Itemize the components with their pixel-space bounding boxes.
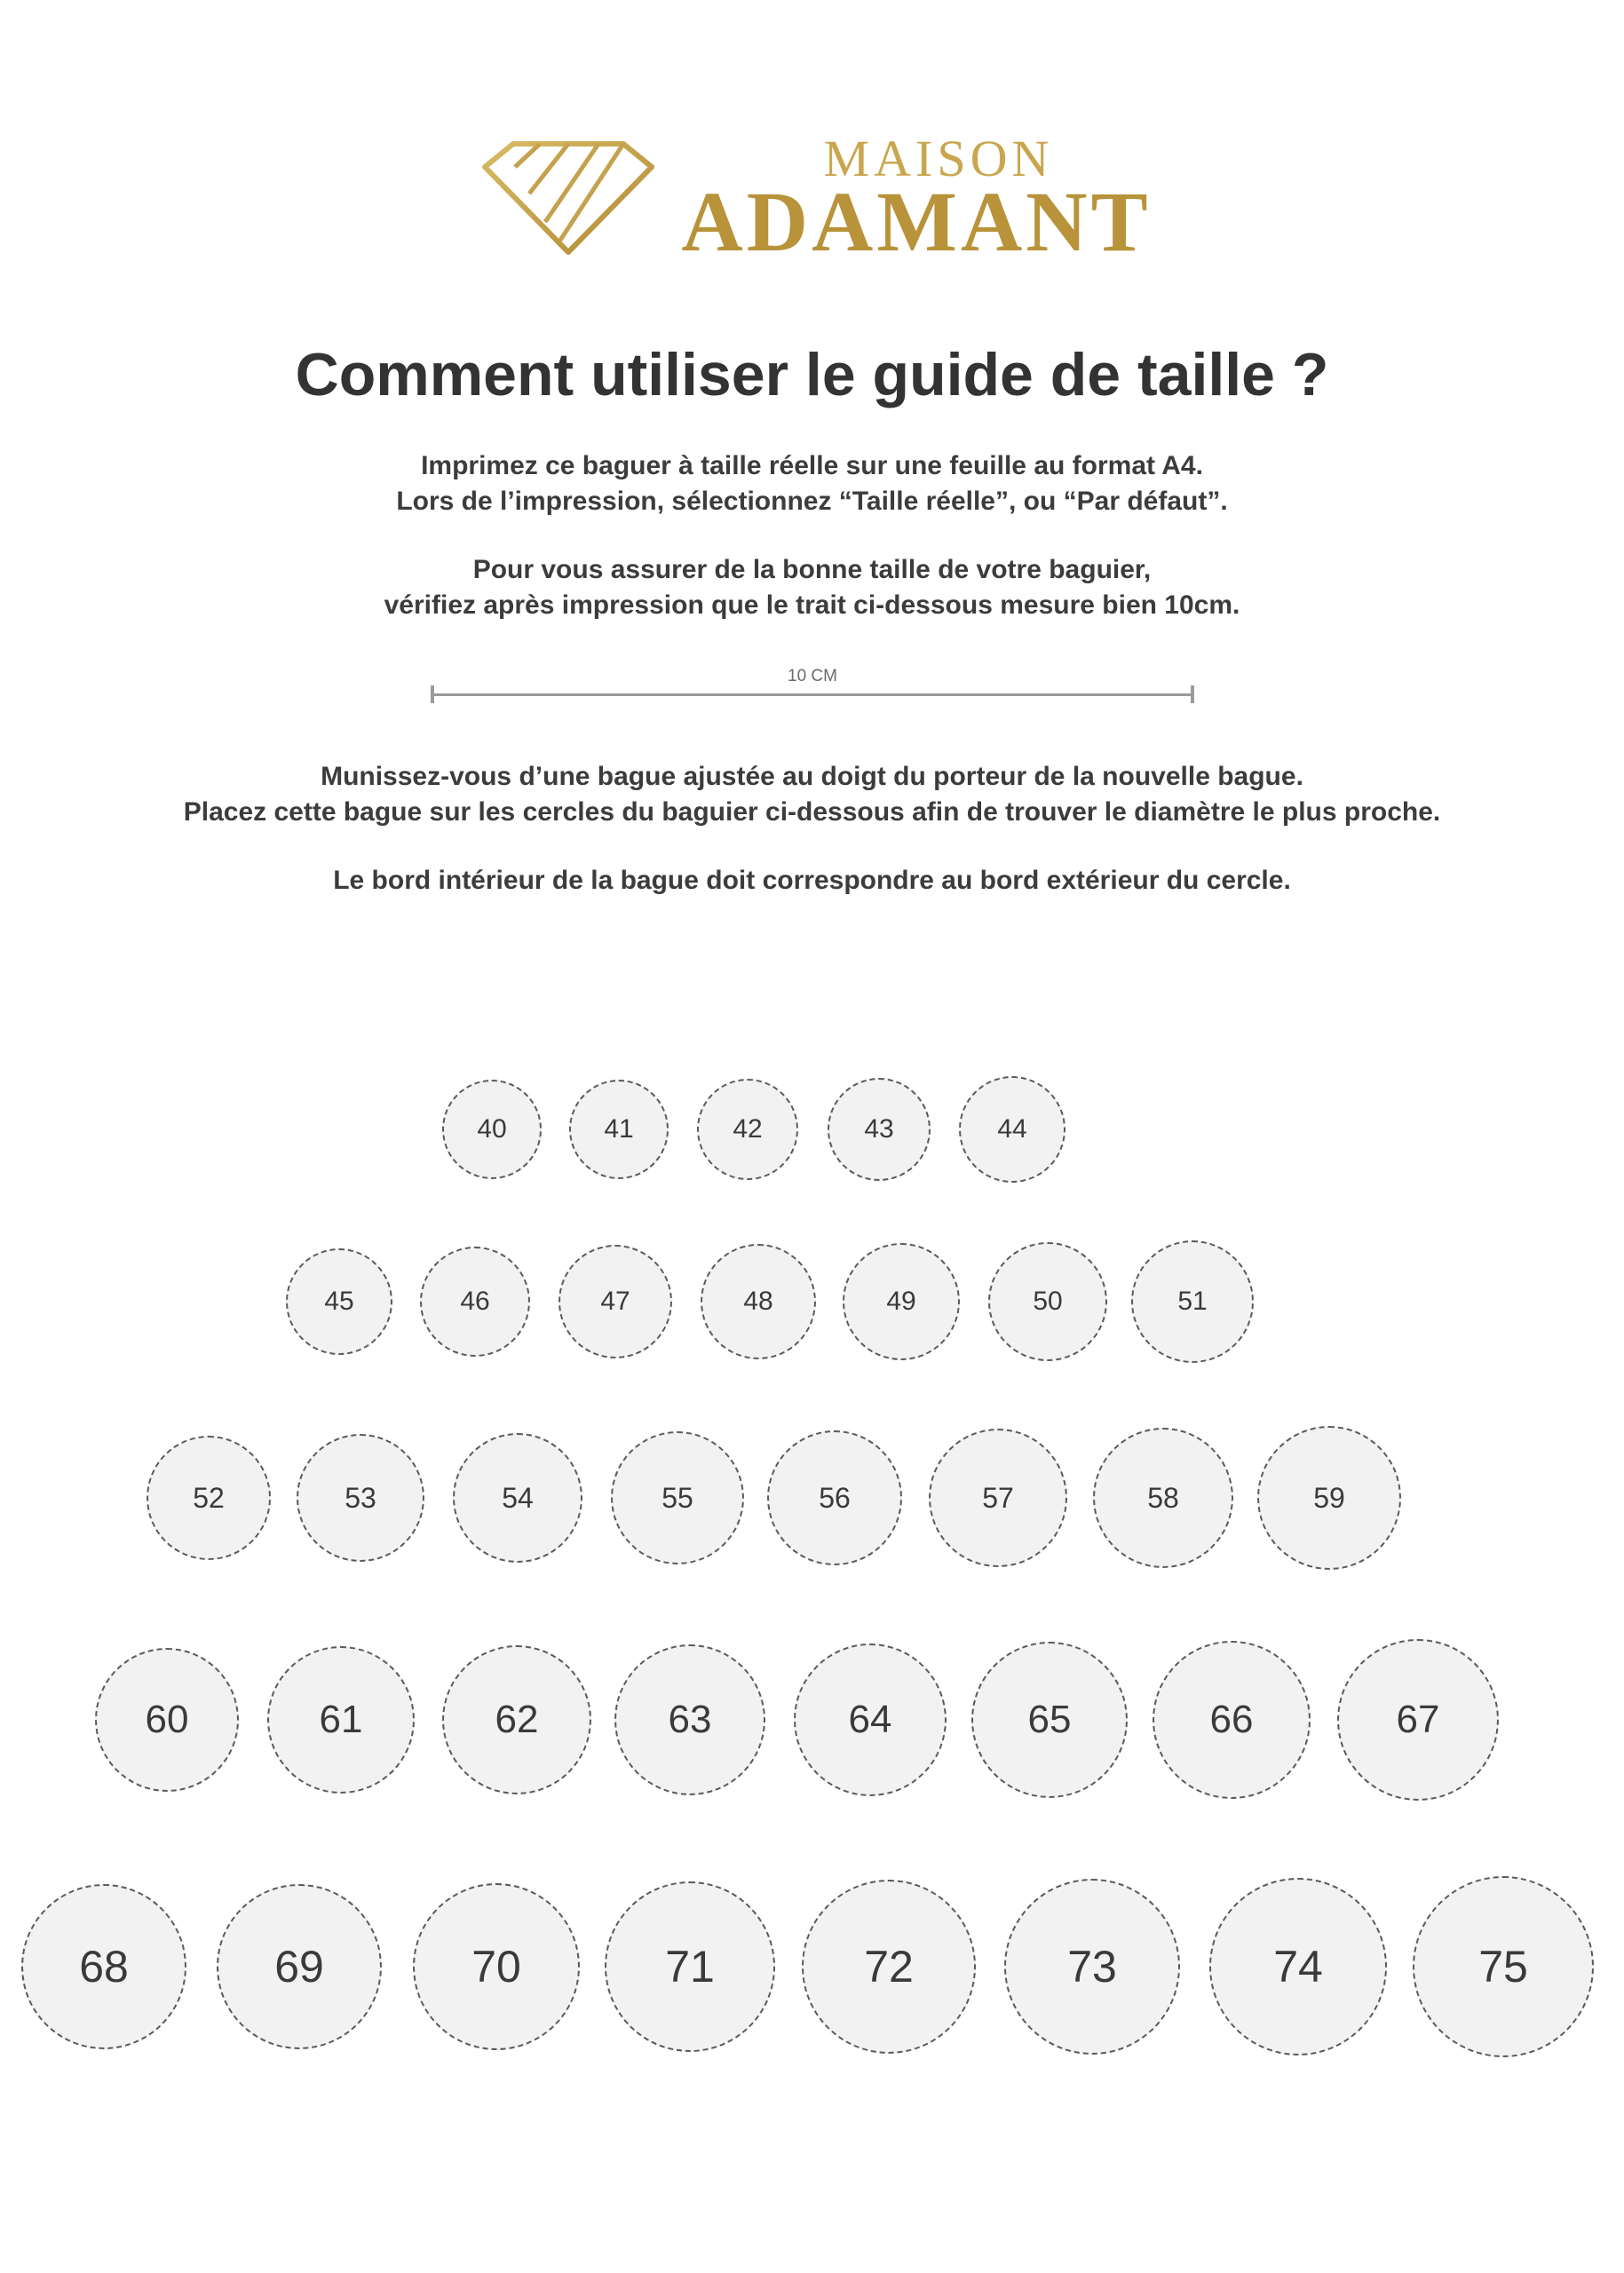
ring-size-label: 46 xyxy=(460,1287,490,1316)
diamond-logo-icon xyxy=(479,140,657,256)
ring-size-label: 68 xyxy=(79,1942,129,1992)
ring-size-label: 50 xyxy=(1033,1287,1063,1316)
brand-name-main: ADAMANT xyxy=(681,174,1152,269)
ring-size-label: 69 xyxy=(274,1942,324,1992)
ring-size-circle-55 xyxy=(611,1431,744,1564)
ring-size-circle-54 xyxy=(453,1433,582,1563)
brand-logo xyxy=(479,130,1154,275)
ring-size-circle-43 xyxy=(828,1078,931,1181)
ring-size-circle-58 xyxy=(1093,1428,1233,1568)
ring-size-label: 52 xyxy=(193,1481,225,1514)
ring-size-label: 63 xyxy=(668,1698,712,1741)
ring-size-circle-63 xyxy=(614,1644,765,1795)
ring-size-label: 60 xyxy=(145,1698,189,1741)
check-instruction-line-1: Pour vous assurer de la bonne taille de votre baguier, xyxy=(472,555,1152,584)
ring-size-label: 53 xyxy=(345,1481,376,1514)
ruler-label: 10 CM xyxy=(788,667,837,685)
ruler-start-tick xyxy=(431,685,434,703)
ring-size-label: 62 xyxy=(495,1698,539,1741)
ring-size-circle-64 xyxy=(794,1643,947,1796)
edge-instruction xyxy=(0,863,1624,899)
ring-size-circle-61 xyxy=(267,1646,415,1794)
check-instructions xyxy=(0,552,1624,623)
ring-size-circle-69 xyxy=(217,1884,382,2049)
ring-size-circle-49 xyxy=(843,1243,960,1360)
ring-size-circle-51 xyxy=(1131,1240,1254,1363)
ruler-line xyxy=(432,693,1193,696)
edge-instruction-line: Le bord intérieur de la bague doit correspondre au bord extérieur du cercle. xyxy=(333,866,1291,895)
ring-size-label: 66 xyxy=(1209,1698,1254,1741)
ring-size-label: 51 xyxy=(1177,1287,1208,1316)
ring-size-label: 40 xyxy=(477,1114,507,1144)
ring-size-label: 54 xyxy=(502,1481,534,1514)
check-instruction-line-2: vérifiez après impression que le trait ci-dessous mesure bien 10cm. xyxy=(384,590,1240,620)
ring-size-circle-67 xyxy=(1337,1639,1499,1801)
ten-cm-ruler xyxy=(432,668,1193,707)
ring-size-label: 57 xyxy=(982,1481,1014,1514)
ring-size-circle-50 xyxy=(988,1242,1107,1361)
ring-size-label: 47 xyxy=(600,1287,630,1316)
ring-size-circle-73 xyxy=(1004,1879,1180,2055)
ring-size-circle-46 xyxy=(420,1247,530,1357)
ring-size-label: 55 xyxy=(661,1481,693,1514)
ring-size-circle-41 xyxy=(569,1080,669,1179)
ring-instructions xyxy=(0,759,1624,830)
ring-size-label: 74 xyxy=(1273,1942,1323,1992)
ring-size-label: 75 xyxy=(1478,1942,1528,1992)
ring-size-circle-60 xyxy=(95,1648,239,1792)
ring-size-label: 64 xyxy=(848,1698,892,1741)
ring-size-circle-66 xyxy=(1153,1641,1311,1799)
print-instruction-line-2: Lors de l’impression, sélectionnez “Taille réelle”, ou “Par défaut”. xyxy=(396,487,1228,516)
ring-size-circle-57 xyxy=(929,1429,1067,1567)
ring-size-circle-59 xyxy=(1257,1426,1401,1570)
ring-size-circle-48 xyxy=(701,1244,816,1359)
ring-size-circle-52 xyxy=(147,1436,271,1560)
page-title: Comment utiliser le guide de taille ? xyxy=(295,341,1329,408)
ring-size-label: 42 xyxy=(733,1114,763,1144)
ring-size-circle-65 xyxy=(971,1642,1128,1798)
ring-size-circle-72 xyxy=(802,1880,976,2054)
ring-size-label: 41 xyxy=(604,1114,634,1144)
ring-size-label: 44 xyxy=(997,1114,1027,1144)
ring-size-circle-45 xyxy=(286,1248,392,1355)
ring-size-label: 73 xyxy=(1067,1942,1117,1992)
ring-size-circle-42 xyxy=(697,1079,798,1180)
ring-size-circle-47 xyxy=(558,1245,672,1358)
ring-instruction-line-1: Munissez-vous d’une bague ajustée au doigt du porteur de la nouvelle bague. xyxy=(321,762,1303,791)
ring-size-label: 58 xyxy=(1147,1481,1179,1514)
ring-size-label: 67 xyxy=(1396,1698,1440,1741)
ring-size-circle-62 xyxy=(442,1645,591,1794)
ring-size-circle-68 xyxy=(21,1884,186,2049)
ring-size-label: 59 xyxy=(1313,1481,1345,1514)
ring-size-circle-74 xyxy=(1209,1878,1387,2055)
ruler-end-tick xyxy=(1191,685,1194,703)
ring-size-label: 48 xyxy=(743,1287,773,1316)
ring-size-label: 70 xyxy=(471,1942,521,1992)
print-instructions xyxy=(0,448,1624,519)
ring-instruction-line-2: Placez cette bague sur les cercles du baguier ci-dessous afin de trouver le diamètre le plus proche. xyxy=(183,797,1441,827)
ring-size-label: 72 xyxy=(864,1942,914,1992)
ring-size-label: 43 xyxy=(864,1114,894,1144)
ring-size-circle-70 xyxy=(413,1883,580,2050)
ring-size-circle-40 xyxy=(442,1080,542,1179)
brand-name-top: MAISON xyxy=(823,130,1054,187)
ring-size-label: 56 xyxy=(819,1481,851,1514)
ring-size-label: 61 xyxy=(319,1698,363,1741)
ring-size-circle-71 xyxy=(605,1881,775,2052)
ring-size-circle-75 xyxy=(1413,1876,1594,2057)
ring-size-circle-56 xyxy=(767,1430,902,1565)
ring-size-label: 49 xyxy=(886,1287,916,1316)
ring-size-label: 71 xyxy=(665,1942,715,1992)
ring-size-label: 45 xyxy=(324,1287,354,1316)
print-instruction-line-1: Imprimez ce baguer à taille réelle sur une feuille au format A4. xyxy=(421,451,1203,480)
ring-size-label: 65 xyxy=(1027,1698,1072,1741)
ring-size-circle-53 xyxy=(297,1434,424,1562)
ring-size-circle-44 xyxy=(959,1076,1066,1183)
